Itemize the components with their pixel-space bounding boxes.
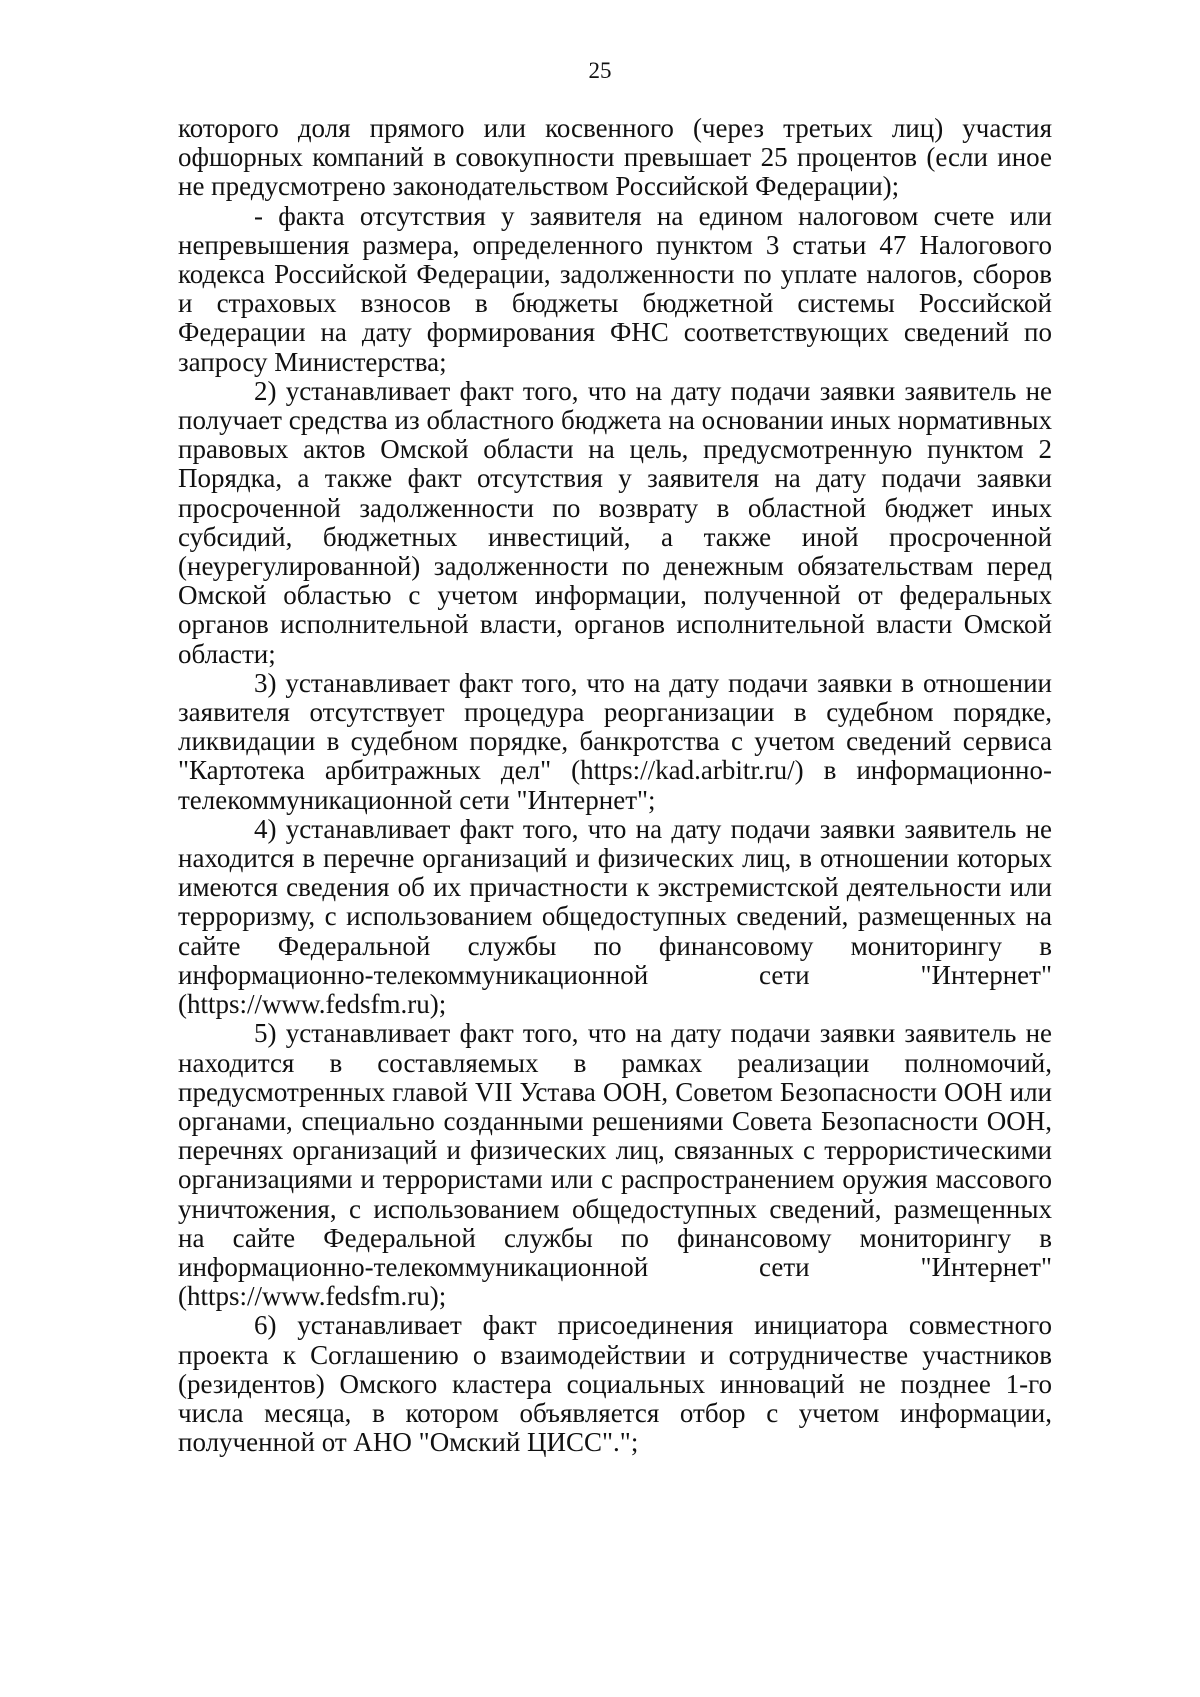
- paragraph-tax-debt: - факта отсутствия у заявителя на едином налоговом счете или непревышения размера, определенного пунктом 3 статьи 47 Налогового кодекса Российской Федерации, задолженности по уплате налогов, сборов и страховых взносов в бюджеты бюджетной системы Российской Федерации на дату формирования ФНС соответствующих сведений по запросу Министерства;: [178, 200, 1052, 377]
- paragraph-offshore-continued: которого доля прямого или косвенного (через третьих лиц) участия офшорных компаний в совокупности превышает 25 процентов (если иное не предусмотрено законодательством Российской Федерации);: [178, 113, 1052, 202]
- paragraph-item-4: 4) устанавливает факт того, что на дату подачи заявки заявитель не находится в перечне организаций и физических лиц, в отношении которых имеются сведения об их причастности к экстремистской деятельности или терроризму, с использованием общедоступных сведений, размещенных на сайте Федеральной службы по финансовому мониторингу в информационно-телекоммуникационной сети "Интернет" (https://www.fedsfm.ru);: [178, 813, 1052, 1020]
- page-number: 25: [588, 58, 612, 83]
- paragraph-item-3: 3) устанавливает факт того, что на дату подачи заявки в отношении заявителя отсутствует процедура реорганизации в судебном порядке, ликвидации в судебном порядке, банкротства с учетом сведений сервиса "Картотека арбитражных дел" (https://kad.arbitr.ru/) в информационно-телекоммуникационной сети "Интернет";: [178, 667, 1052, 815]
- paragraph-item-5: 5) устанавливает факт того, что на дату подачи заявки заявитель не находится в составляемых в рамках реализации полномочий, предусмотренных главой VII Устава ООН, Советом Безопасности ООН или органами, специально созданными решениями Совета Безопасности ООН, перечнях организаций и физических лиц, связанных с террористическими организациями и террористами или с распространением оружия массового уничтожения, с использованием общедоступных сведений, размещенных на сайте Федеральной службы по финансовому мониторингу в информационно-телекоммуникационной сети "Интернет" (https://www.fedsfm.ru);: [178, 1018, 1052, 1312]
- paragraph-item-2: 2) устанавливает факт того, что на дату подачи заявки заявитель не получает средства из областного бюджета на основании иных нормативных правовых актов Омской области на цель, предусмотренную пунктом 2 Порядка, а также факт отсутствия у заявителя на дату подачи заявки просроченной задолженности по возврату в областной бюджет иных субсидий, бюджетных инвестиций, а также иной просроченной (неурегулированной) задолженности по денежным обязательствам перед Омской областью с учетом информации, полученной от федеральных органов исполнительной власти, органов исполнительной власти Омской области;: [178, 375, 1052, 669]
- document-body: [178, 114, 1052, 1457]
- paragraph-item-6: 6) устанавливает факт присоединения инициатора совместного проекта к Соглашению о взаимодействии и сотрудничестве участников (резидентов) Омского кластера социальных инноваций не позднее 1-го числа месяца, в котором объявляется отбор с учетом информации, полученной от АНО "Омский ЦИСС".";: [178, 1310, 1052, 1458]
